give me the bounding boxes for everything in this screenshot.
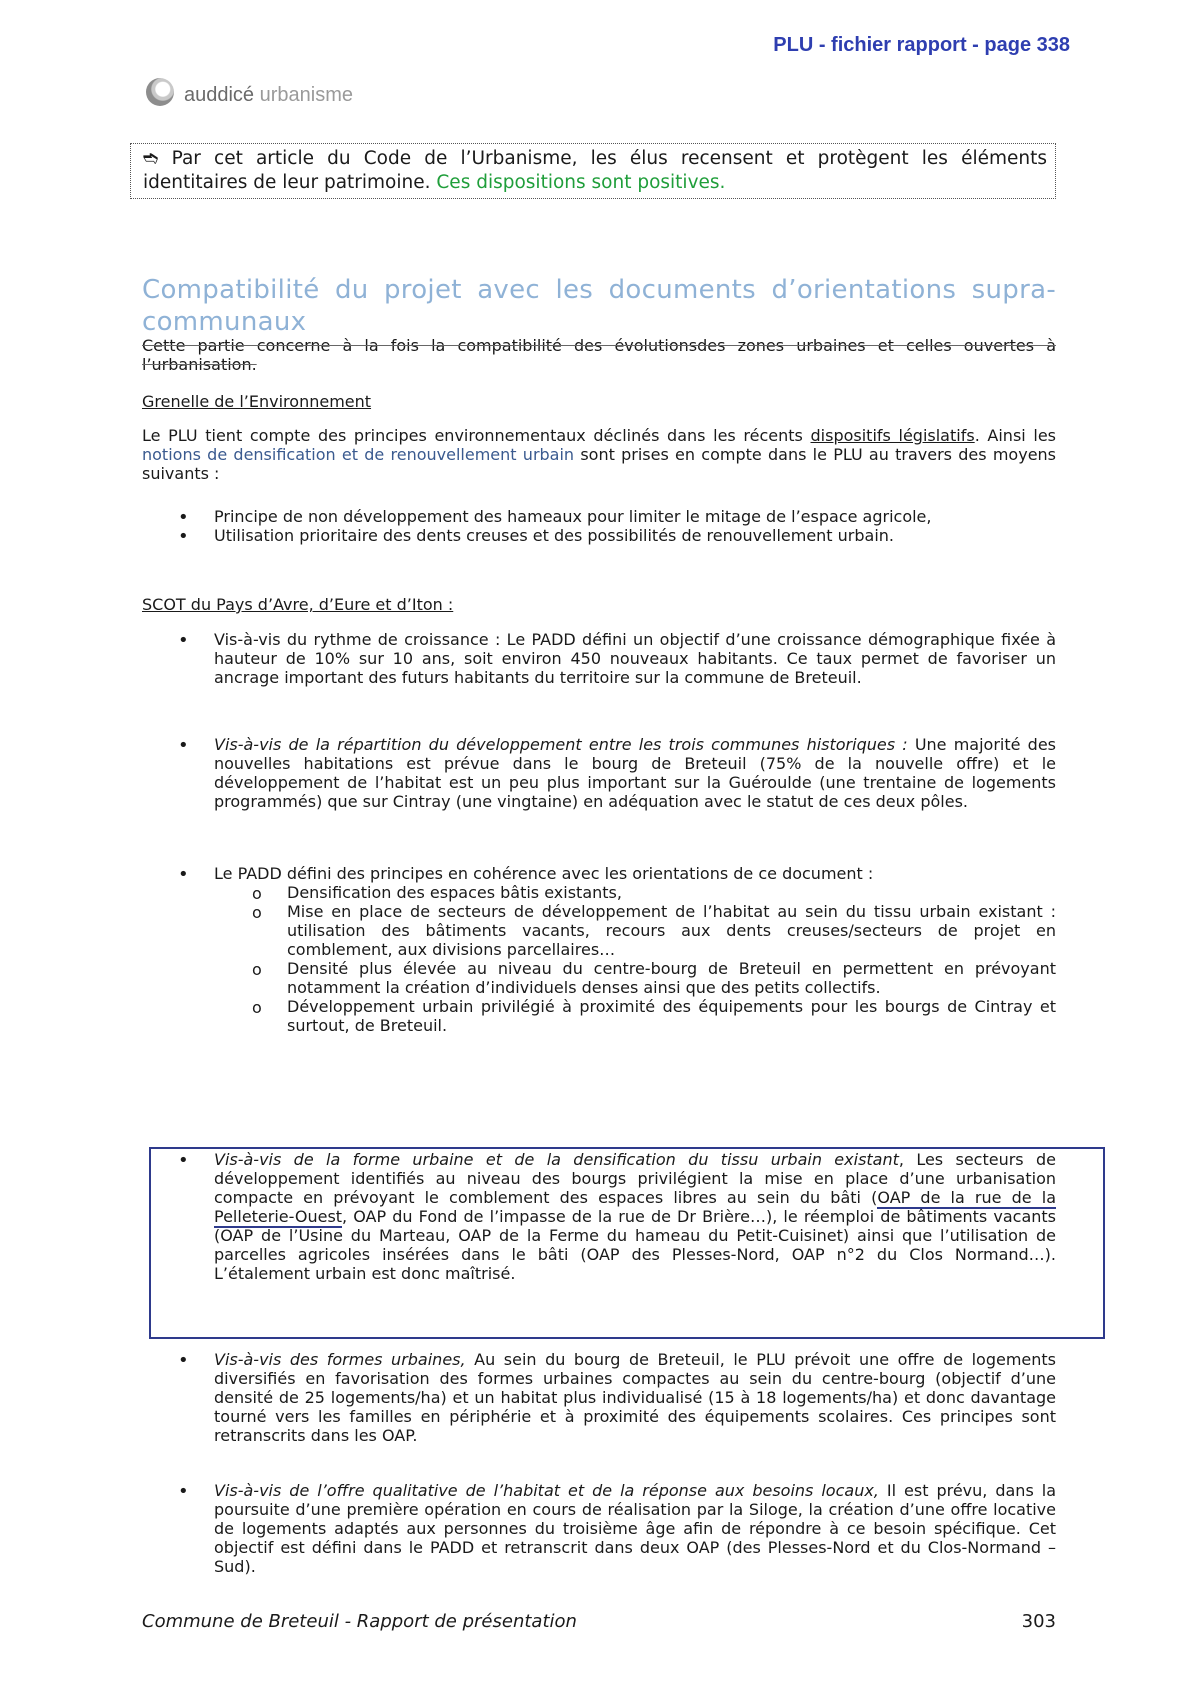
- bullet-text: , Les secteurs de développement identifiés au niveau des bourgs privilégient la mise en place d’une urbanisation compacte en prévoyant le comblement des espaces libres au sein du bâti (: [214, 1150, 1056, 1207]
- bullet-text: , OAP du Fond de l’impasse de la rue de Dr Brière…), le réemploi de bâtiments vacants (OAP de l’Usine du Marteau, OAP de la Ferme du hameau du Petit-Cuisinet) ainsi que l’utilisation de parcelles agricoles insérées dans le bâti (OAP des Plesses-Nord, OAP n°2 du Clos Normand…). L’étalement urbain est donc maîtrisé.: [214, 1207, 1056, 1283]
- grenelle-heading-text: Grenelle de l’Environnement: [142, 392, 372, 411]
- list-item: • Utilisation prioritaire des dents creuses et des possibilités de renouvellement urbain.: [142, 526, 1056, 545]
- scot-bullets-3: [142, 864, 1056, 1035]
- bullet-lead: Vis-à-vis de la forme urbaine et de la densification du tissu urbain existant: [214, 1150, 899, 1169]
- bullet-text: Il est prévu, dans la poursuite d’une première opération en cours de réalisation par la Siloge, la création d’une offre locative de logements adaptés aux personnes du troisième âge afin de répondre à ce besoin spécifique. Cet objectif est défini dans le PADD et retranscrit dans deux OAP (des Plesses-Nord et du Clos-Normand – Sud).: [214, 1481, 1057, 1576]
- grenelle-text-start: Le PLU tient compte des principes environnementaux déclinés dans les récents: [142, 426, 811, 445]
- section-title: Compatibilité du projet avec les documents d’orientations supra-communaux: [142, 275, 1056, 337]
- note-text: Par cet article du Code de l’Urbanisme, les élus recensent et protègent les éléments identitaires de leur patrimoine.: [143, 148, 1047, 193]
- grenelle-paragraph: [142, 426, 1056, 483]
- footer-title: Commune de Breteuil - Rapport de présentation: [142, 1611, 577, 1632]
- grenelle-emphasis: notions de densification et de renouvellement urbain: [142, 445, 575, 464]
- bullet-text: Une majorité des nouvelles habitations est prévue dans le bourg de Breteuil (75% de la nouvelle offre) et le développement de l’habitat est un peu plus important sur la Guéroulde (une trentaine de logements programmés) que sur Cintray (une vingtaine) en adéquation avec le statut de ces deux pôles.: [214, 735, 1056, 811]
- scot-heading-text: SCOT du Pays d’Avre, d’Eure et d’Iton :: [142, 595, 454, 614]
- note-positive: Ces dispositions sont positives.: [436, 171, 726, 193]
- bullet-lead: Vis-à-vis de l’offre qualitative de l’habitat et de la réponse aux besoins locaux,: [214, 1481, 879, 1500]
- legislative-link[interactable]: dispositifs législatifs: [810, 426, 975, 445]
- list-item: • Vis-à-vis du rythme de croissance : Le PADD défini un objectif d’une croissance démographique fixée à hauteur de 10% sur 10 ans, soit environ 450 nouveaux habitants. Ce taux permet de favoriser un ancrage important des futurs habitants du territoire sur la commune de Breteuil.: [142, 630, 1056, 687]
- list-item: [142, 1481, 1056, 1576]
- list-item: • Le PADD défini des principes en cohérence avec les orientations de ce document :: [142, 864, 1056, 883]
- section-intro-text: Cette partie concerne à la fois la compatibilité des évolutionsdes zones urbaines et celles ouvertes à l’urbanisation.: [142, 336, 1056, 374]
- scot-bullets-6: [142, 1481, 1056, 1576]
- grenelle-bullets: [142, 507, 1056, 545]
- scot-bullets-4: [142, 1150, 1056, 1283]
- bullet-lead: Vis-à-vis des formes urbaines,: [214, 1350, 466, 1369]
- logo-suffix: urbanisme: [254, 84, 353, 106]
- sub-list-item: o Densification des espaces bâtis existants,: [142, 883, 1056, 902]
- list-item: [142, 1350, 1056, 1445]
- logo-icon: [146, 78, 174, 106]
- grenelle-heading: [142, 392, 1056, 411]
- oap-pelleterie-ouest: OAP de la rue de la Pelleterie-Ouest: [214, 1188, 1056, 1226]
- sub-list-item: o Mise en place de secteurs de développement de l’habitat au sein du tissu urbain existant : utilisation des bâtiments vacants, recours aux dents creuses/secteurs de projet en comblement, aux divisions parcellaires…: [142, 902, 1056, 959]
- bullet-text: Au sein du bourg de Breteuil, le PLU prévoit une offre de logements diversifiés en favorisation des formes urbaines compactes au sein du centre-bourg (objectif d’une densité de 25 logements/ha) et un habitat plus individualisé (15 à 18 logements/ha) et donc davantage tourné vers les familles en périphérie et à proximité des équipements scolaires. Ces principes sont retranscrits dans les OAP.: [214, 1350, 1056, 1445]
- grenelle-text-end: sont prises en compte dans le PLU au travers des moyens suivants :: [142, 445, 1057, 483]
- list-item: • Principe de non développement des hameaux pour limiter le mitage de l’espace agricole,: [142, 507, 1056, 526]
- sub-list-item: o Développement urbain privilégié à proximité des équipements pour les bourgs de Cintray et surtout, de Breteuil.: [142, 997, 1056, 1035]
- list-item: [142, 1150, 1056, 1283]
- bullet-lead: Vis-à-vis de la répartition du développement entre les trois communes historiques :: [214, 735, 908, 754]
- scot-bullets-2: [142, 735, 1056, 811]
- scot-heading: [142, 595, 1056, 614]
- logo-text: [184, 84, 353, 107]
- sub-list-item: o Densité plus élevée au niveau du centre-bourg de Breteuil en permettent en prévoyant notamment la création d’individuels denses ainsi que des petits collectifs.: [142, 959, 1056, 997]
- scot-bullets-5: [142, 1350, 1056, 1445]
- grenelle-text-mid: . Ainsi les: [974, 426, 1056, 445]
- arrow-icon: ➬: [143, 148, 172, 169]
- section-intro: [142, 336, 1056, 374]
- page-number: 303: [1021, 1611, 1056, 1632]
- document-reference: PLU - fichier rapport - page 338: [773, 34, 1070, 56]
- list-item: [142, 735, 1056, 811]
- scot-bullets: [142, 630, 1056, 687]
- logo-brand: auddicé: [184, 84, 255, 106]
- note-box: [130, 143, 1056, 199]
